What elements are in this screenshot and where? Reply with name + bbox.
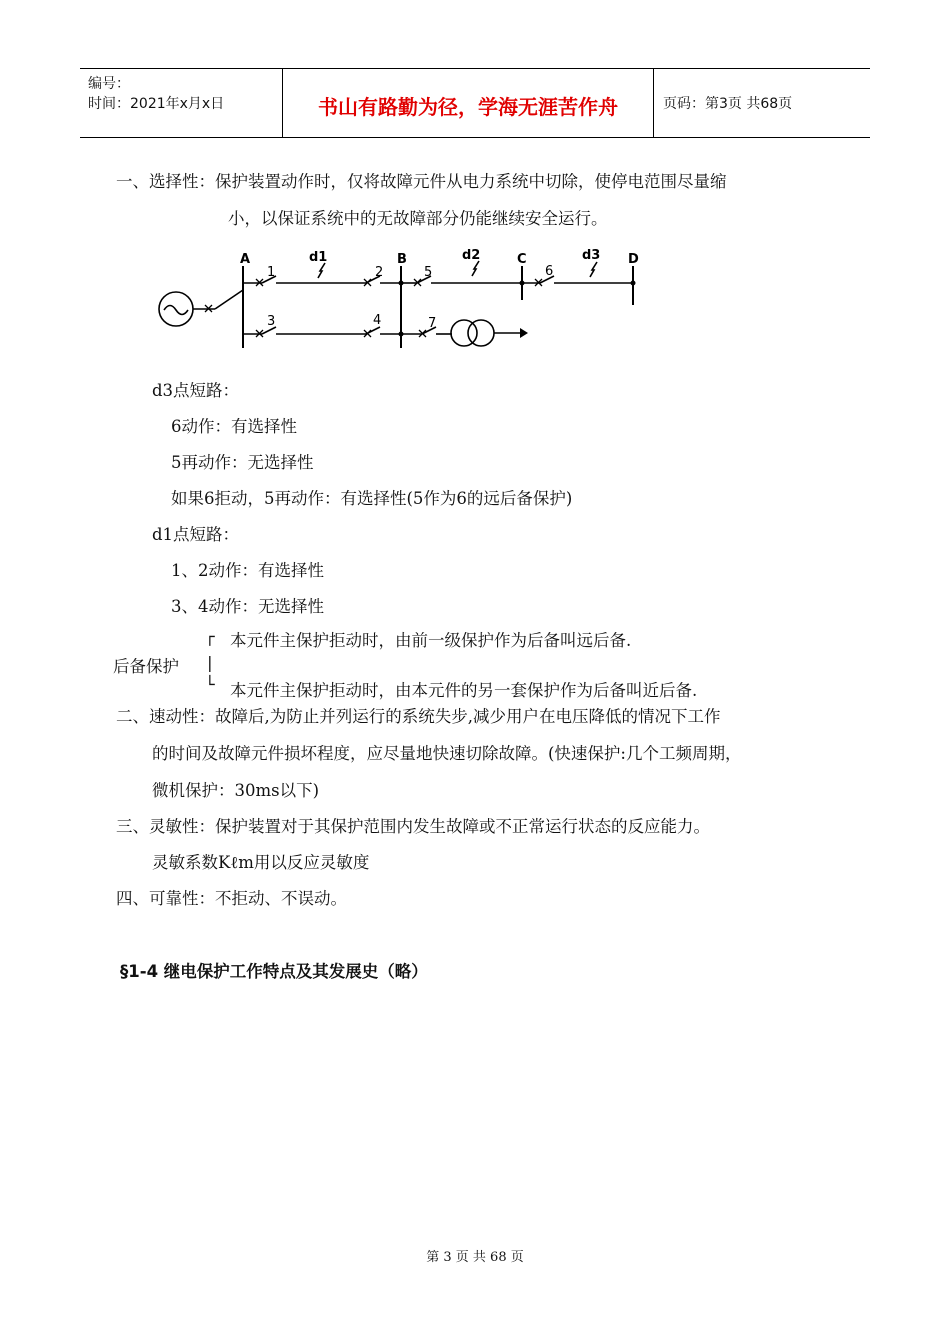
header-motto-cell [283,69,654,137]
backup-label: 后备保护 [113,657,179,676]
transformer-winding-2 [468,320,494,346]
page-header [80,68,870,138]
breaker-label-1: 1 [267,265,276,280]
breaker-label-7: 7 [428,316,437,331]
brace-top: ┌ [205,627,215,646]
bus-label-b: B [397,252,407,267]
bus-label-a: A [240,252,251,267]
bus-label-c: C [517,252,527,267]
para-speed-line3: 微机保护：30ms以下) [152,781,320,800]
fault-label-d3: d3 [582,248,601,263]
d1-title: d1点短路： [152,525,240,544]
motto: 书山有路勤为径，学海无涯苦作舟 [318,95,618,119]
breaker-label-3: 3 [267,314,276,329]
brace-bottom: └ [205,675,215,694]
breaker-label-5: 5 [424,265,433,280]
para-reliability: 四、可靠性：不拒动、不误动。 [116,889,347,908]
d3-title: d3点短路： [152,381,240,400]
para-speed-line1: 二、速动性：故障后,为防止并列运行的系统失步,减少用户在电压降低的情况下工作 [116,707,721,726]
para-speed-line2: 的时间及故障元件损坏程度，应尽量地快速切除故障。(快速保护:几个工频周期， [152,744,742,763]
d1-line2: 3、4动作：无选择性 [171,597,324,616]
backup-near: 本元件主保护拒动时，由本元件的另一套保护作为后备叫近后备. [230,681,698,700]
backup-far: 本元件主保护拒动时，由前一级保护作为后备叫远后备. [230,631,632,650]
transformer-winding-1 [451,320,477,346]
header-info-cell [80,69,283,137]
d3-line2: 5再动作：无选择性 [171,453,314,472]
d3-line3: 如果6拒动，5再动作：有选择性(5作为6的远后备保护) [171,489,573,508]
fault-label-d1: d1 [309,250,328,265]
brace-mid: | [205,653,215,672]
para-sensitivity-line1: 三、灵敏性：保护装置对于其保护范围内发生故障或不正常运行状态的反应能力。 [116,817,710,836]
generator-symbol [159,292,193,326]
breaker-label-6: 6 [545,264,554,279]
d3-line1: 6动作：有选择性 [171,417,297,436]
time-label: 时间：2021年x月x日 [88,96,225,112]
bus-label-d: D [628,252,639,267]
page-footer: 第 3 页 共 68 页 [426,1250,524,1265]
section-heading: §1-4 继电保护工作特点及其发展史（略） [120,962,428,981]
breaker-label-4: 4 [373,313,382,328]
breaker-label-2: 2 [375,265,384,280]
serial-label: 编号： [88,76,130,92]
para-selectivity-line2: 小，以保证系统中的无故障部分仍能继续安全运行。 [228,209,608,228]
fault-label-d2: d2 [462,248,481,263]
d1-line1: 1、2动作：有选择性 [171,561,324,580]
para-sensitivity-line2: 灵敏系数Kℓm用以反应灵敏度 [152,853,370,872]
page-label: 页码：第3页 共68页 [663,96,793,112]
para-selectivity-line1: 一、选择性：保护装置动作时，仅将故障元件从电力系统中切除，使停电范围尽量缩 [116,172,727,191]
